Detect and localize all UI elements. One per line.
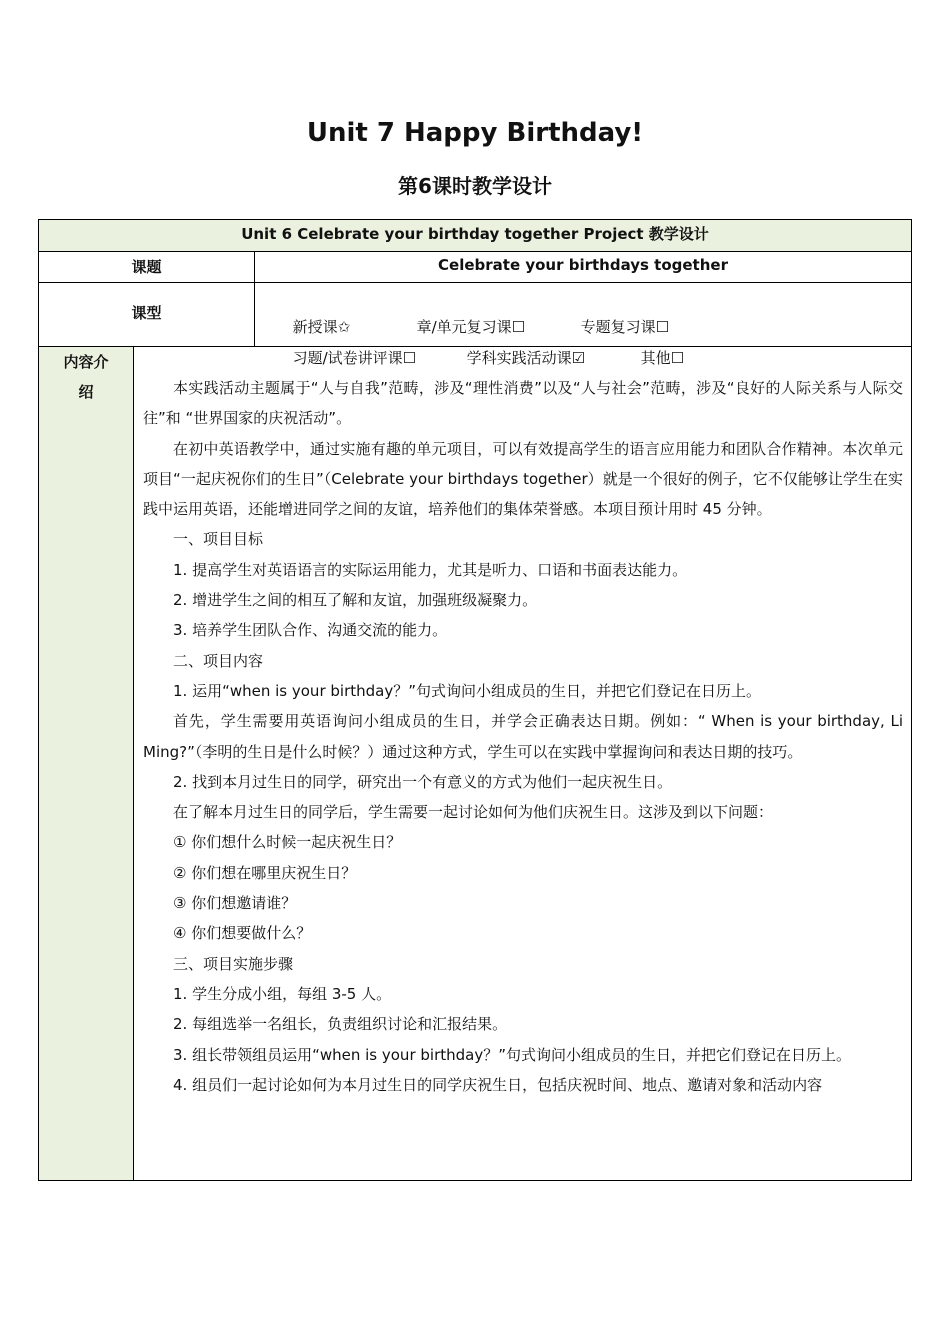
goal-item: 3. 培养学生团队合作、沟通交流的能力。 (173, 621, 448, 640)
section-heading: 二、项目内容 (173, 651, 264, 670)
content-item: 1. 运用“when is your birthday？”句式询问小组成员的生日，并把它们登记在日历上。 (173, 681, 761, 700)
step-item: 2. 每组选举一名组长，负责组织讨论和汇报结果。 (173, 1015, 508, 1034)
option-new-lesson: 新授课✩ (292, 318, 351, 336)
intro-paragraph: 本实践活动主题属于“人与自我”范畴，涉及“理性消费”以及“人与社会”范畴，涉及“良好的人际关系与人际交往”和 “世界国家的庆祝活动”。 (143, 379, 903, 428)
lesson-type-label: 课型 (39, 283, 255, 347)
step-item: 3. 组长带领组员运用“when is your birthday？”句式询问小组成员的生日，并把它们登记在日历上。 (173, 1045, 851, 1064)
question-item: ③ 你们想邀请谁？ (173, 894, 297, 913)
option-exercise-review: 习题/试卷讲评课☐ (292, 349, 417, 367)
lesson-type-options (255, 283, 911, 367)
intro-paragraph: 在初中英语教学中，通过实施有趣的单元项目，可以有效提高学生的语言应用能力和团队合作精神。本次单元项目“一起庆祝你们的生日”（Celebrate your birthdays together）就是一个很好的例子，它不仅能够让学生在实践中运用英语，还能增进同学之间的友谊，培养他们的集体荣誉感。本项目预计用时 45 分钟。 (143, 439, 903, 519)
content-intro-body (134, 347, 911, 1180)
section-heading: 一、项目目标 (173, 530, 264, 549)
topic-label: 课题 (39, 252, 255, 283)
content-intro-label-line-2: 绍 (78, 383, 94, 401)
question-item: ④ 你们想要做什么？ (173, 924, 312, 943)
document-title: Unit 7 Happy Birthday! (306, 118, 644, 148)
lesson-type-line-2 (264, 316, 685, 367)
intro-paragraph: 首先，学生需要用英语询问小组成员的生日，并学会正确表达日期。例如：“ When is your birthday, Li Ming?”（李明的生日是什么时候？）通过这种方式，学生可以在实践中掌握询问和表达日期的技巧。 (143, 712, 903, 761)
option-unit-review: 章/单元复习课☐ (416, 318, 526, 336)
topic-value: Celebrate your birthdays together (255, 252, 911, 283)
document-subtitle: 第6课时教学设计 (398, 174, 552, 198)
content-item: 2. 找到本月过生日的同学，研究出一个有意义的方式为他们一起庆祝生日。 (173, 772, 673, 791)
option-other: 其他☐ (640, 349, 685, 367)
question-item: ② 你们想在哪里庆祝生日？ (173, 863, 357, 882)
content-intro-label (39, 347, 134, 1180)
lesson-type-line-1 (264, 285, 670, 336)
goal-item: 2. 增进学生之间的相互了解和友谊，加强班级凝聚力。 (173, 591, 538, 610)
option-practice-activity: 学科实践活动课☑ (466, 349, 586, 367)
table-header: Unit 6 Celebrate your birthday together Project 教学设计 (39, 220, 911, 252)
question-item: ① 你们想什么时候一起庆祝生日？ (173, 833, 402, 852)
section-heading: 三、项目实施步骤 (173, 954, 294, 973)
content-intro-label-line-1: 内容介 (63, 353, 109, 371)
goal-item: 1. 提高学生对英语语言的实际运用能力，尤其是听力、口语和书面表达能力。 (173, 560, 688, 579)
lesson-design-table (38, 219, 912, 1181)
option-topic-review: 专题复习课☐ (580, 318, 670, 336)
step-item: 4. 组员们一起讨论如何为本月过生日的同学庆祝生日，包括庆祝时间、地点、邀请对象和活动内容 (173, 1075, 823, 1094)
intro-paragraph: 在了解本月过生日的同学后，学生需要一起讨论如何为他们庆祝生日。这涉及到以下问题： (173, 803, 774, 822)
step-item: 1. 学生分成小组，每组 3-5 人。 (173, 984, 392, 1003)
